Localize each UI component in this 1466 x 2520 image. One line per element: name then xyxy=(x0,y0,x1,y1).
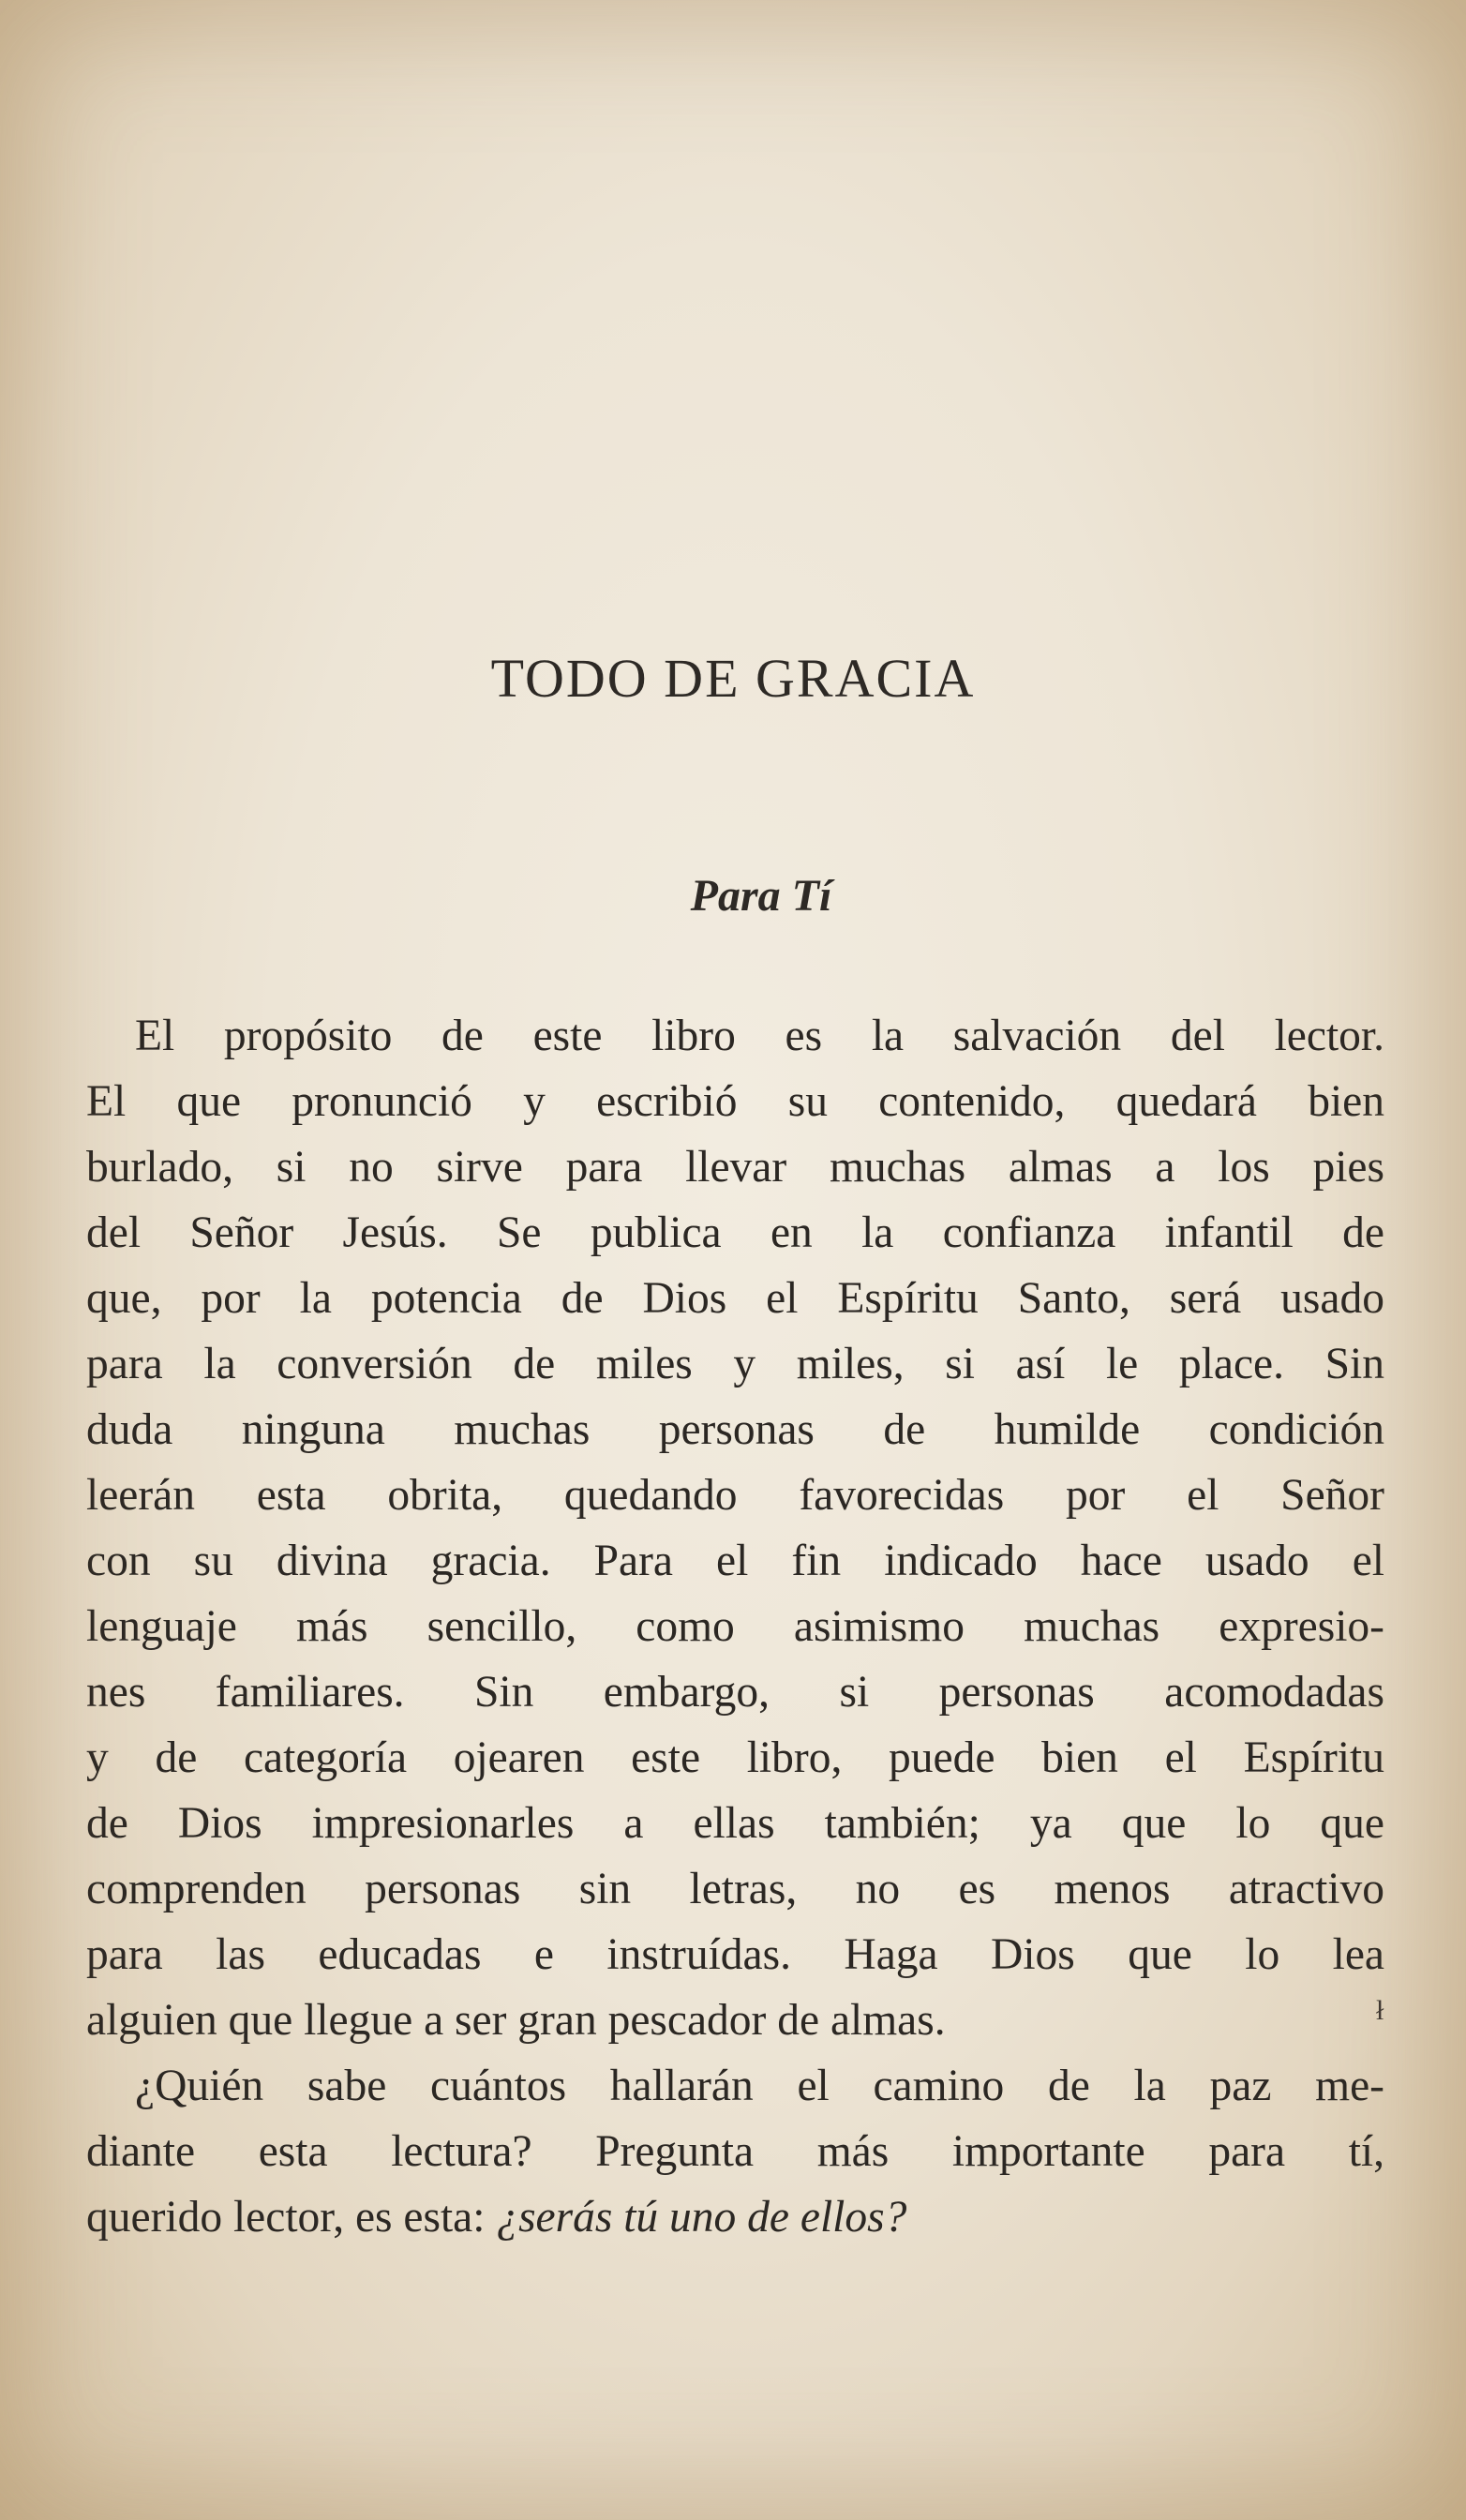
final-italic-question: ¿serás tú uno de ellos? xyxy=(496,2193,907,2242)
text-line: del Señor Jesús. Se publica en la confianza infantil de xyxy=(86,1208,1384,1257)
text-line: El propósito de este libro es la salvación del lector. xyxy=(135,1012,1384,1060)
text-line: alguien que llegue a ser gran pescador de almas. xyxy=(86,1996,946,2045)
margin-mark: ł xyxy=(1376,1995,1384,2026)
text-line: que, por la potencia de Dios el Espíritu Santo, será usado xyxy=(86,1274,1384,1323)
text-line: duda ninguna muchas personas de humilde condición xyxy=(86,1405,1384,1454)
body-text xyxy=(86,1003,1384,2250)
text-line: con su divina gracia. Para el fin indicado hace usado el xyxy=(86,1537,1384,1585)
text-line: ¿Quién sabe cuántos hallarán el camino de la paz me- xyxy=(135,2062,1384,2110)
text-line: burlado, si no sirve para llevar muchas almas a los pies xyxy=(86,1143,1384,1192)
text-line: para las educadas e instruídas. Haga Dios que lo lea xyxy=(86,1930,1384,1979)
text-line: y de categoría ojearen este libro, puede bien el Espíritu xyxy=(86,1733,1384,1782)
page-subtitle: Para Tí xyxy=(690,871,832,921)
text-line: leerán esta obrita, quedando favorecidas por el Señor xyxy=(86,1471,1384,1520)
text-line: nes familiares. Sin embargo, si personas acomodadas xyxy=(86,1668,1384,1717)
text-line: para la conversión de miles y miles, si así le place. Sin xyxy=(86,1340,1384,1388)
final-plain-text: querido lector, es esta: xyxy=(86,2193,497,2242)
text-line-final xyxy=(86,2184,1384,2250)
text-line: diante esta lectura? Pregunta más importante para tí, xyxy=(86,2127,1384,2176)
text-line: El que pronunció y escribió su contenido, quedará bien xyxy=(86,1077,1384,1126)
text-line: lenguaje más sencillo, como asimismo muchas expresio- xyxy=(86,1602,1384,1651)
page-title: TODO DE GRACIA xyxy=(490,648,976,709)
text-line: de Dios impresionarles a ellas también; ya que lo que xyxy=(86,1799,1384,1848)
text-line: comprenden personas sin letras, no es menos atractivo xyxy=(86,1865,1384,1913)
